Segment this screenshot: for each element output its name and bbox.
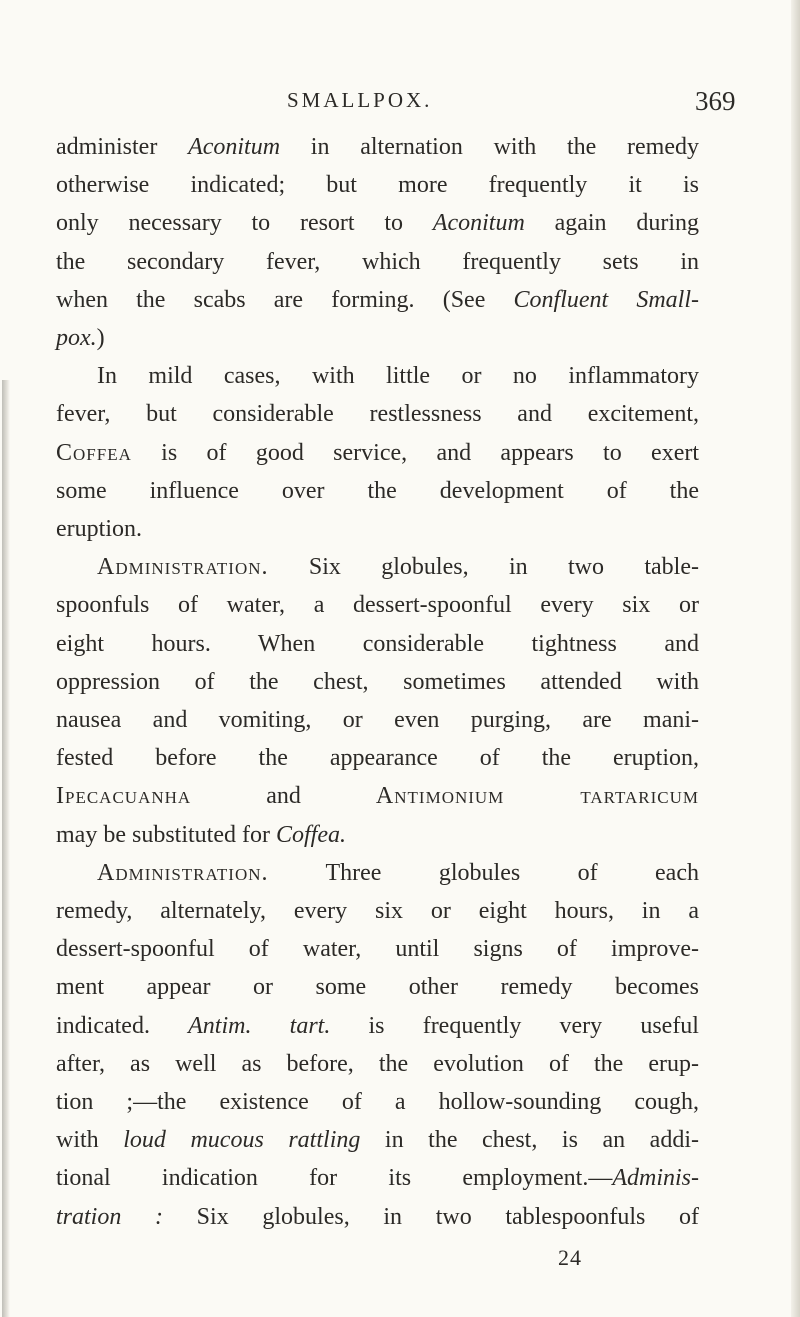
text-run: Aconitum [432, 210, 525, 237]
page-gutter-shadow [2, 380, 10, 1317]
text-run: tration : [56, 1203, 164, 1230]
text-run: otherwise indicated; but more frequently it is [56, 172, 699, 199]
text-line [56, 930, 699, 968]
text-run: administer [56, 134, 189, 160]
text-run: when the scabs are forming. (See [56, 286, 514, 313]
text-line [56, 281, 699, 319]
text-line [56, 472, 699, 510]
text-run: eight hours. When considerable tightness and [56, 630, 699, 657]
text-line [56, 586, 699, 624]
text-line [56, 1198, 699, 1236]
text-run: is of good service, and appears to exert [131, 439, 699, 466]
text-run: ) [96, 325, 105, 351]
text-run: Three globules of each [268, 859, 699, 886]
text-run: Aconitum [188, 134, 281, 160]
text-line [56, 1007, 699, 1045]
text-line [97, 357, 699, 395]
text-line [56, 701, 699, 739]
text-run: In mild cases, with little or no inflammatory [97, 363, 699, 390]
text-run: indicated. [56, 1012, 189, 1039]
text-line [56, 777, 699, 815]
text-line [56, 663, 699, 701]
text-run: dessert-spoonful of water, until signs of improve- [56, 936, 699, 963]
text-run: Antimonium tartaricum [375, 783, 699, 810]
text-line [97, 854, 699, 892]
text-run: Administration. [97, 554, 269, 581]
text-run: fever, but considerable restlessness and excitement, [56, 401, 699, 428]
text-run: only necessary to resort to [56, 210, 433, 237]
text-line [56, 395, 699, 433]
text-line [56, 434, 699, 472]
text-run: Coffea. [275, 821, 346, 848]
text-run: Six globules, in two tablespoonfuls of [163, 1203, 700, 1230]
page-edge [791, 0, 800, 1317]
text-run: tion ;—the existence of a hollow-sounding cough, [56, 1089, 699, 1115]
text-line [56, 739, 699, 777]
text-line [56, 1045, 699, 1083]
text-run: after, as well as before, the evolution of the erup- [56, 1050, 699, 1077]
text-run: in alternation with the remedy [280, 134, 699, 160]
text-run: Six globules, in two table- [268, 554, 699, 581]
text-run: Adminis- [612, 1165, 699, 1192]
text-line [56, 204, 699, 242]
page-number: 369 [695, 86, 736, 116]
text-line [56, 816, 346, 854]
text-run: is frequently very useful [330, 1012, 699, 1039]
text-run: nausea and vomiting, or even purging, are mani- [56, 707, 699, 733]
text-run: remedy, alternately, every six or eight hours, in a [56, 898, 699, 924]
signature-mark: 24 [558, 1245, 582, 1270]
text-run: some influence over the development of the [56, 477, 699, 504]
text-run: again during [524, 210, 699, 237]
text-run: may be substituted for [56, 821, 276, 848]
text-run: oppression of the chest, sometimes attended with [56, 668, 699, 695]
running-title: SMALLPOX. [287, 88, 433, 112]
text-line [56, 510, 142, 548]
text-run: Ipecacuanha [56, 783, 192, 810]
text-line [56, 968, 699, 1006]
text-run: tional indication for its employment.— [56, 1165, 613, 1192]
text-line [97, 548, 699, 586]
text-run: Coffea [56, 439, 132, 466]
text-line [56, 319, 105, 357]
text-line [56, 1159, 699, 1197]
text-run: eruption. [56, 516, 142, 542]
text-line [56, 625, 699, 663]
text-run: in the chest, is an addi- [360, 1127, 699, 1154]
running-head [0, 86, 800, 126]
text-line [56, 892, 699, 930]
text-run: Confluent Small- [513, 286, 699, 313]
text-run: ment appear or some other remedy becomes [56, 974, 699, 1001]
text-run: the secondary fever, which frequently sets in [56, 248, 699, 275]
text-run: Administration. [97, 859, 269, 886]
text-run: pox. [56, 325, 97, 351]
text-run: loud mucous rattling [123, 1127, 361, 1154]
text-line [56, 1121, 699, 1159]
text-run: with [56, 1127, 124, 1154]
text-run: and [191, 783, 376, 810]
text-run: fested before the appearance of the eruption, [56, 745, 699, 772]
text-run: spoonfuls of water, a dessert-spoonful every six or [56, 592, 699, 619]
text-line [56, 1083, 699, 1121]
text-line [56, 166, 699, 204]
text-run: Antim. tart. [188, 1012, 331, 1039]
text-line [56, 243, 699, 281]
text-line [56, 128, 699, 166]
